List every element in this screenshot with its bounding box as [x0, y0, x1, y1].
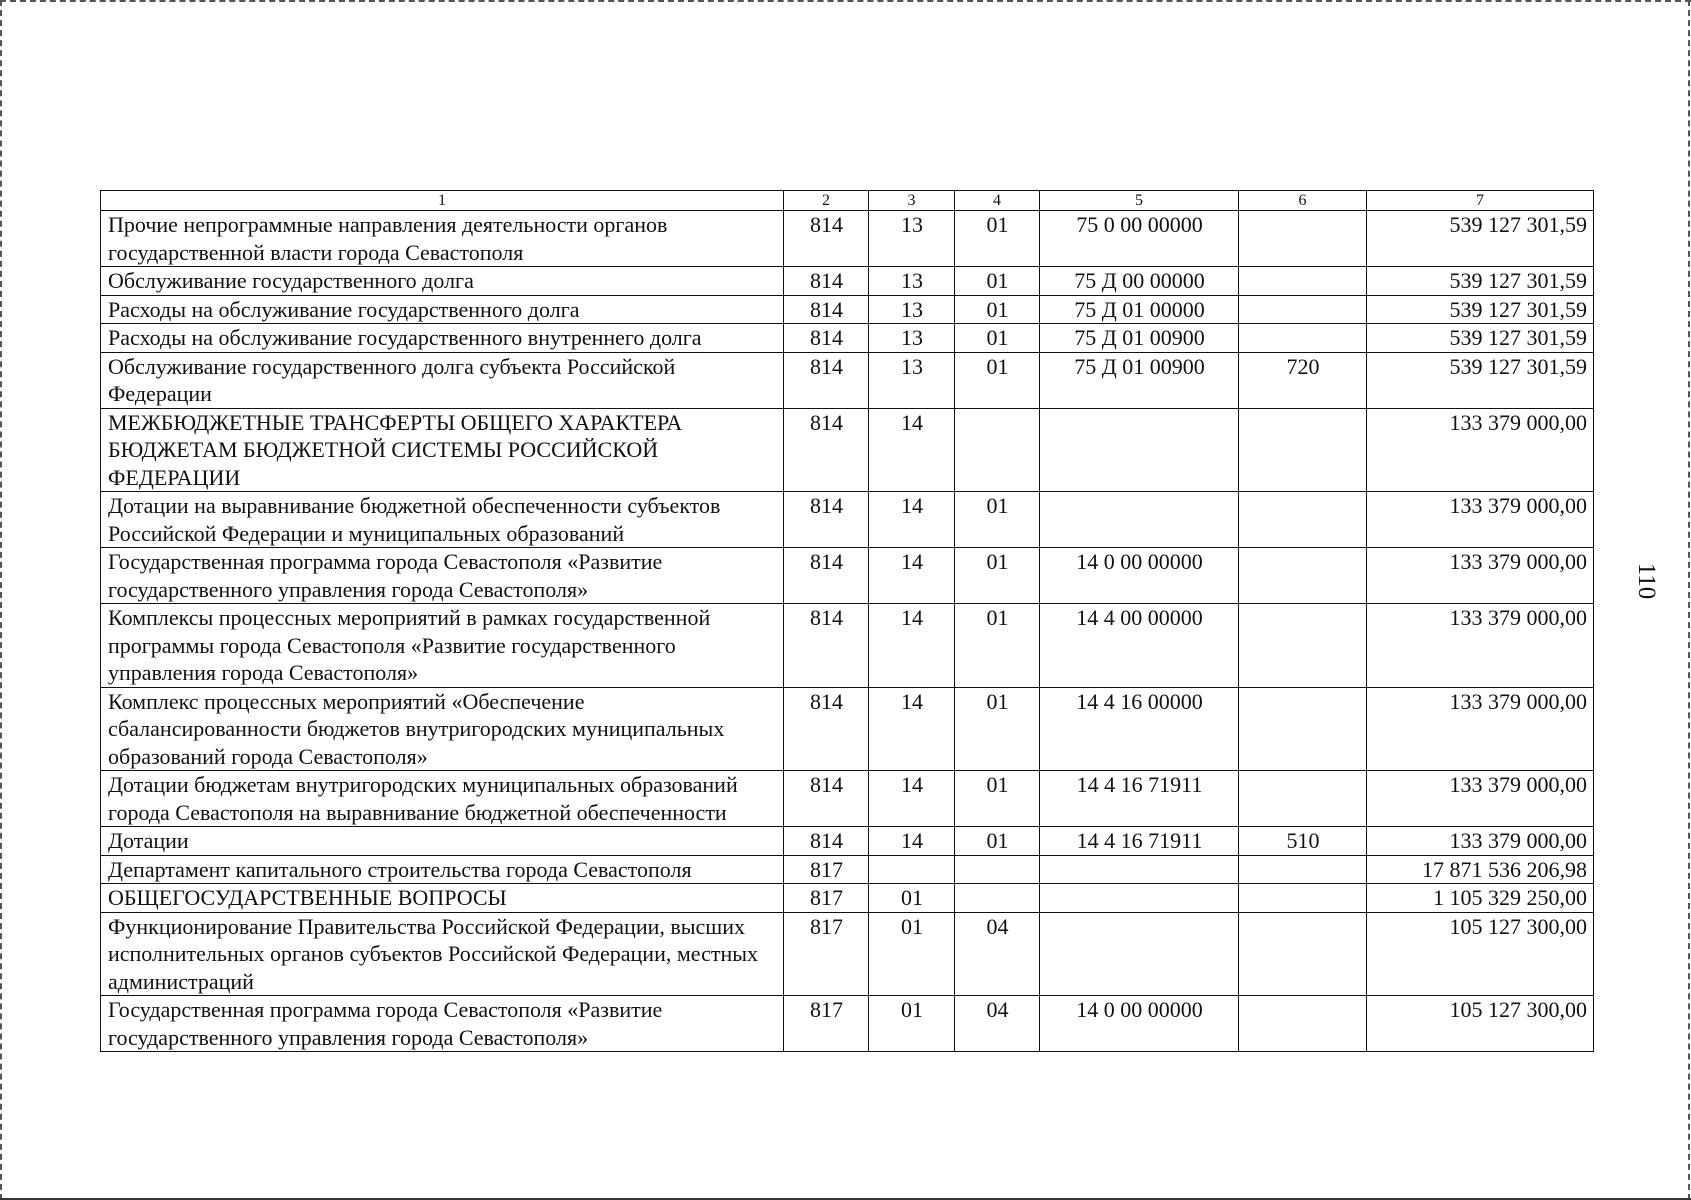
- table-row: [101, 352, 1594, 408]
- amount-cell: 133 379 000,00: [1367, 604, 1594, 688]
- amount-cell: 539 127 301,59: [1367, 267, 1594, 296]
- amount-cell: 539 127 301,59: [1367, 324, 1594, 353]
- amount-cell: 105 127 300,00: [1367, 912, 1594, 996]
- expense-type-cell: 510: [1239, 827, 1367, 856]
- amount-cell: 133 379 000,00: [1367, 408, 1594, 492]
- header-col-5: 5: [1040, 191, 1239, 211]
- target-article-cell: 75 Д 00 00000: [1040, 267, 1239, 296]
- admin-code-cell: 814: [784, 771, 869, 827]
- row-name-cell: Расходы на обслуживание государственного внутреннего долга: [101, 324, 784, 353]
- amount-cell: 133 379 000,00: [1367, 687, 1594, 771]
- table-row: [101, 912, 1594, 996]
- table-row: [101, 408, 1594, 492]
- expense-type-cell: [1239, 884, 1367, 913]
- subsection-code-cell: 01: [955, 352, 1040, 408]
- admin-code-cell: 814: [784, 548, 869, 604]
- row-name-cell: ОБЩЕГОСУДАРСТВЕННЫЕ ВОПРОСЫ: [101, 884, 784, 913]
- subsection-code-cell: [955, 884, 1040, 913]
- subsection-code-cell: 01: [955, 492, 1040, 548]
- subsection-code-cell: [955, 408, 1040, 492]
- target-article-cell: [1040, 492, 1239, 548]
- section-code-cell: 13: [869, 267, 955, 296]
- expense-type-cell: 720: [1239, 352, 1367, 408]
- row-name-cell: Государственная программа города Севастополя «Развитие государственного управления города Севастополя»: [101, 548, 784, 604]
- section-code-cell: 14: [869, 604, 955, 688]
- admin-code-cell: 814: [784, 295, 869, 324]
- subsection-code-cell: 01: [955, 687, 1040, 771]
- header-col-3: 3: [869, 191, 955, 211]
- table-row: [101, 687, 1594, 771]
- header-col-4: 4: [955, 191, 1040, 211]
- admin-code-cell: 817: [784, 912, 869, 996]
- target-article-cell: 14 4 00 00000: [1040, 604, 1239, 688]
- expense-type-cell: [1239, 996, 1367, 1052]
- subsection-code-cell: 01: [955, 211, 1040, 267]
- admin-code-cell: 814: [784, 687, 869, 771]
- amount-cell: 105 127 300,00: [1367, 996, 1594, 1052]
- table-row: [101, 324, 1594, 353]
- expense-type-cell: [1239, 408, 1367, 492]
- admin-code-cell: 814: [784, 408, 869, 492]
- row-name-cell: Дотации: [101, 827, 784, 856]
- section-code-cell: 01: [869, 996, 955, 1052]
- table-row: [101, 855, 1594, 884]
- row-name-cell: Комплексы процессных мероприятий в рамках государственной программы города Севастополя «Развитие государственного управления города Севастополя»: [101, 604, 784, 688]
- admin-code-cell: 817: [784, 855, 869, 884]
- section-code-cell: 13: [869, 324, 955, 353]
- target-article-cell: 75 Д 01 00000: [1040, 295, 1239, 324]
- expense-type-cell: [1239, 912, 1367, 996]
- section-code-cell: 01: [869, 912, 955, 996]
- subsection-code-cell: 01: [955, 295, 1040, 324]
- expense-type-cell: [1239, 492, 1367, 548]
- amount-cell: 133 379 000,00: [1367, 827, 1594, 856]
- table-row: [101, 295, 1594, 324]
- table-row: [101, 996, 1594, 1052]
- scan-top-edge: [0, 0, 1691, 4]
- budget-table: [100, 190, 1594, 1052]
- section-code-cell: 14: [869, 827, 955, 856]
- row-name-cell: Обслуживание государственного долга субъекта Российской Федерации: [101, 352, 784, 408]
- target-article-cell: [1040, 855, 1239, 884]
- amount-cell: 133 379 000,00: [1367, 771, 1594, 827]
- amount-cell: 17 871 536 206,98: [1367, 855, 1594, 884]
- scan-left-edge: [0, 0, 4, 1200]
- expense-type-cell: [1239, 771, 1367, 827]
- target-article-cell: [1040, 408, 1239, 492]
- target-article-cell: [1040, 912, 1239, 996]
- header-col-7: 7: [1367, 191, 1594, 211]
- section-code-cell: 13: [869, 352, 955, 408]
- expense-type-cell: [1239, 295, 1367, 324]
- target-article-cell: 14 4 16 71911: [1040, 827, 1239, 856]
- row-name-cell: Обслуживание государственного долга: [101, 267, 784, 296]
- amount-cell: 539 127 301,59: [1367, 352, 1594, 408]
- subsection-code-cell: 04: [955, 996, 1040, 1052]
- subsection-code-cell: 01: [955, 267, 1040, 296]
- subsection-code-cell: 01: [955, 827, 1040, 856]
- header-col-1: 1: [101, 191, 784, 211]
- subsection-code-cell: 01: [955, 324, 1040, 353]
- table-row: [101, 267, 1594, 296]
- admin-code-cell: 814: [784, 492, 869, 548]
- expense-type-cell: [1239, 324, 1367, 353]
- row-name-cell: Прочие непрограммные направления деятельности органов государственной власти города Севастополя: [101, 211, 784, 267]
- expense-type-cell: [1239, 604, 1367, 688]
- admin-code-cell: 817: [784, 884, 869, 913]
- subsection-code-cell: 01: [955, 771, 1040, 827]
- target-article-cell: 14 0 00 00000: [1040, 996, 1239, 1052]
- section-code-cell: 13: [869, 211, 955, 267]
- target-article-cell: 14 4 16 00000: [1040, 687, 1239, 771]
- amount-cell: 1 105 329 250,00: [1367, 884, 1594, 913]
- target-article-cell: 75 Д 01 00900: [1040, 324, 1239, 353]
- section-code-cell: 13: [869, 295, 955, 324]
- admin-code-cell: 814: [784, 211, 869, 267]
- expense-type-cell: [1239, 548, 1367, 604]
- row-name-cell: Дотации бюджетам внутригородских муниципальных образований города Севастополя на выравнивание бюджетной обеспеченности: [101, 771, 784, 827]
- amount-cell: 539 127 301,59: [1367, 211, 1594, 267]
- target-article-cell: 14 4 16 71911: [1040, 771, 1239, 827]
- expense-type-cell: [1239, 687, 1367, 771]
- section-code-cell: 14: [869, 771, 955, 827]
- target-article-cell: 14 0 00 00000: [1040, 548, 1239, 604]
- header-col-2: 2: [784, 191, 869, 211]
- subsection-code-cell: [955, 855, 1040, 884]
- target-article-cell: 75 Д 01 00900: [1040, 352, 1239, 408]
- admin-code-cell: 814: [784, 267, 869, 296]
- subsection-code-cell: 01: [955, 604, 1040, 688]
- header-col-6: 6: [1239, 191, 1367, 211]
- table-row: [101, 884, 1594, 913]
- expense-type-cell: [1239, 267, 1367, 296]
- amount-cell: 133 379 000,00: [1367, 492, 1594, 548]
- section-code-cell: 14: [869, 408, 955, 492]
- section-code-cell: 14: [869, 548, 955, 604]
- section-code-cell: 01: [869, 884, 955, 913]
- amount-cell: 133 379 000,00: [1367, 548, 1594, 604]
- page-number: 110: [1633, 562, 1660, 600]
- row-name-cell: Департамент капитального строительства города Севастополя: [101, 855, 784, 884]
- admin-code-cell: 817: [784, 996, 869, 1052]
- table-row: [101, 548, 1594, 604]
- row-name-cell: Государственная программа города Севастополя «Развитие государственного управления города Севастополя»: [101, 996, 784, 1052]
- target-article-cell: 75 0 00 00000: [1040, 211, 1239, 267]
- row-name-cell: Функционирование Правительства Российской Федерации, высших исполнительных органов субъектов Российской Федерации, местных администраций: [101, 912, 784, 996]
- section-code-cell: 14: [869, 492, 955, 548]
- section-code-cell: [869, 855, 955, 884]
- admin-code-cell: 814: [784, 352, 869, 408]
- admin-code-cell: 814: [784, 827, 869, 856]
- row-name-cell: Дотации на выравнивание бюджетной обеспеченности субъектов Российской Федерации и муниципальных образований: [101, 492, 784, 548]
- section-code-cell: 14: [869, 687, 955, 771]
- admin-code-cell: 814: [784, 604, 869, 688]
- table-row: [101, 827, 1594, 856]
- subsection-code-cell: 01: [955, 548, 1040, 604]
- table-row: [101, 604, 1594, 688]
- admin-code-cell: 814: [784, 324, 869, 353]
- row-name-cell: Комплекс процессных мероприятий «Обеспечение сбалансированности бюджетов внутригородских муниципальных образований города Севастополя»: [101, 687, 784, 771]
- target-article-cell: [1040, 884, 1239, 913]
- table-row: [101, 492, 1594, 548]
- row-name-cell: МЕЖБЮДЖЕТНЫЕ ТРАНСФЕРТЫ ОБЩЕГО ХАРАКТЕРА БЮДЖЕТАМ БЮДЖЕТНОЙ СИСТЕМЫ РОССИЙСКОЙ ФЕДЕРАЦИИ: [101, 408, 784, 492]
- amount-cell: 539 127 301,59: [1367, 295, 1594, 324]
- table-row: [101, 771, 1594, 827]
- expense-type-cell: [1239, 211, 1367, 267]
- row-name-cell: Расходы на обслуживание государственного долга: [101, 295, 784, 324]
- expense-type-cell: [1239, 855, 1367, 884]
- subsection-code-cell: 04: [955, 912, 1040, 996]
- table-header-row: [101, 191, 1594, 211]
- table-row: [101, 211, 1594, 267]
